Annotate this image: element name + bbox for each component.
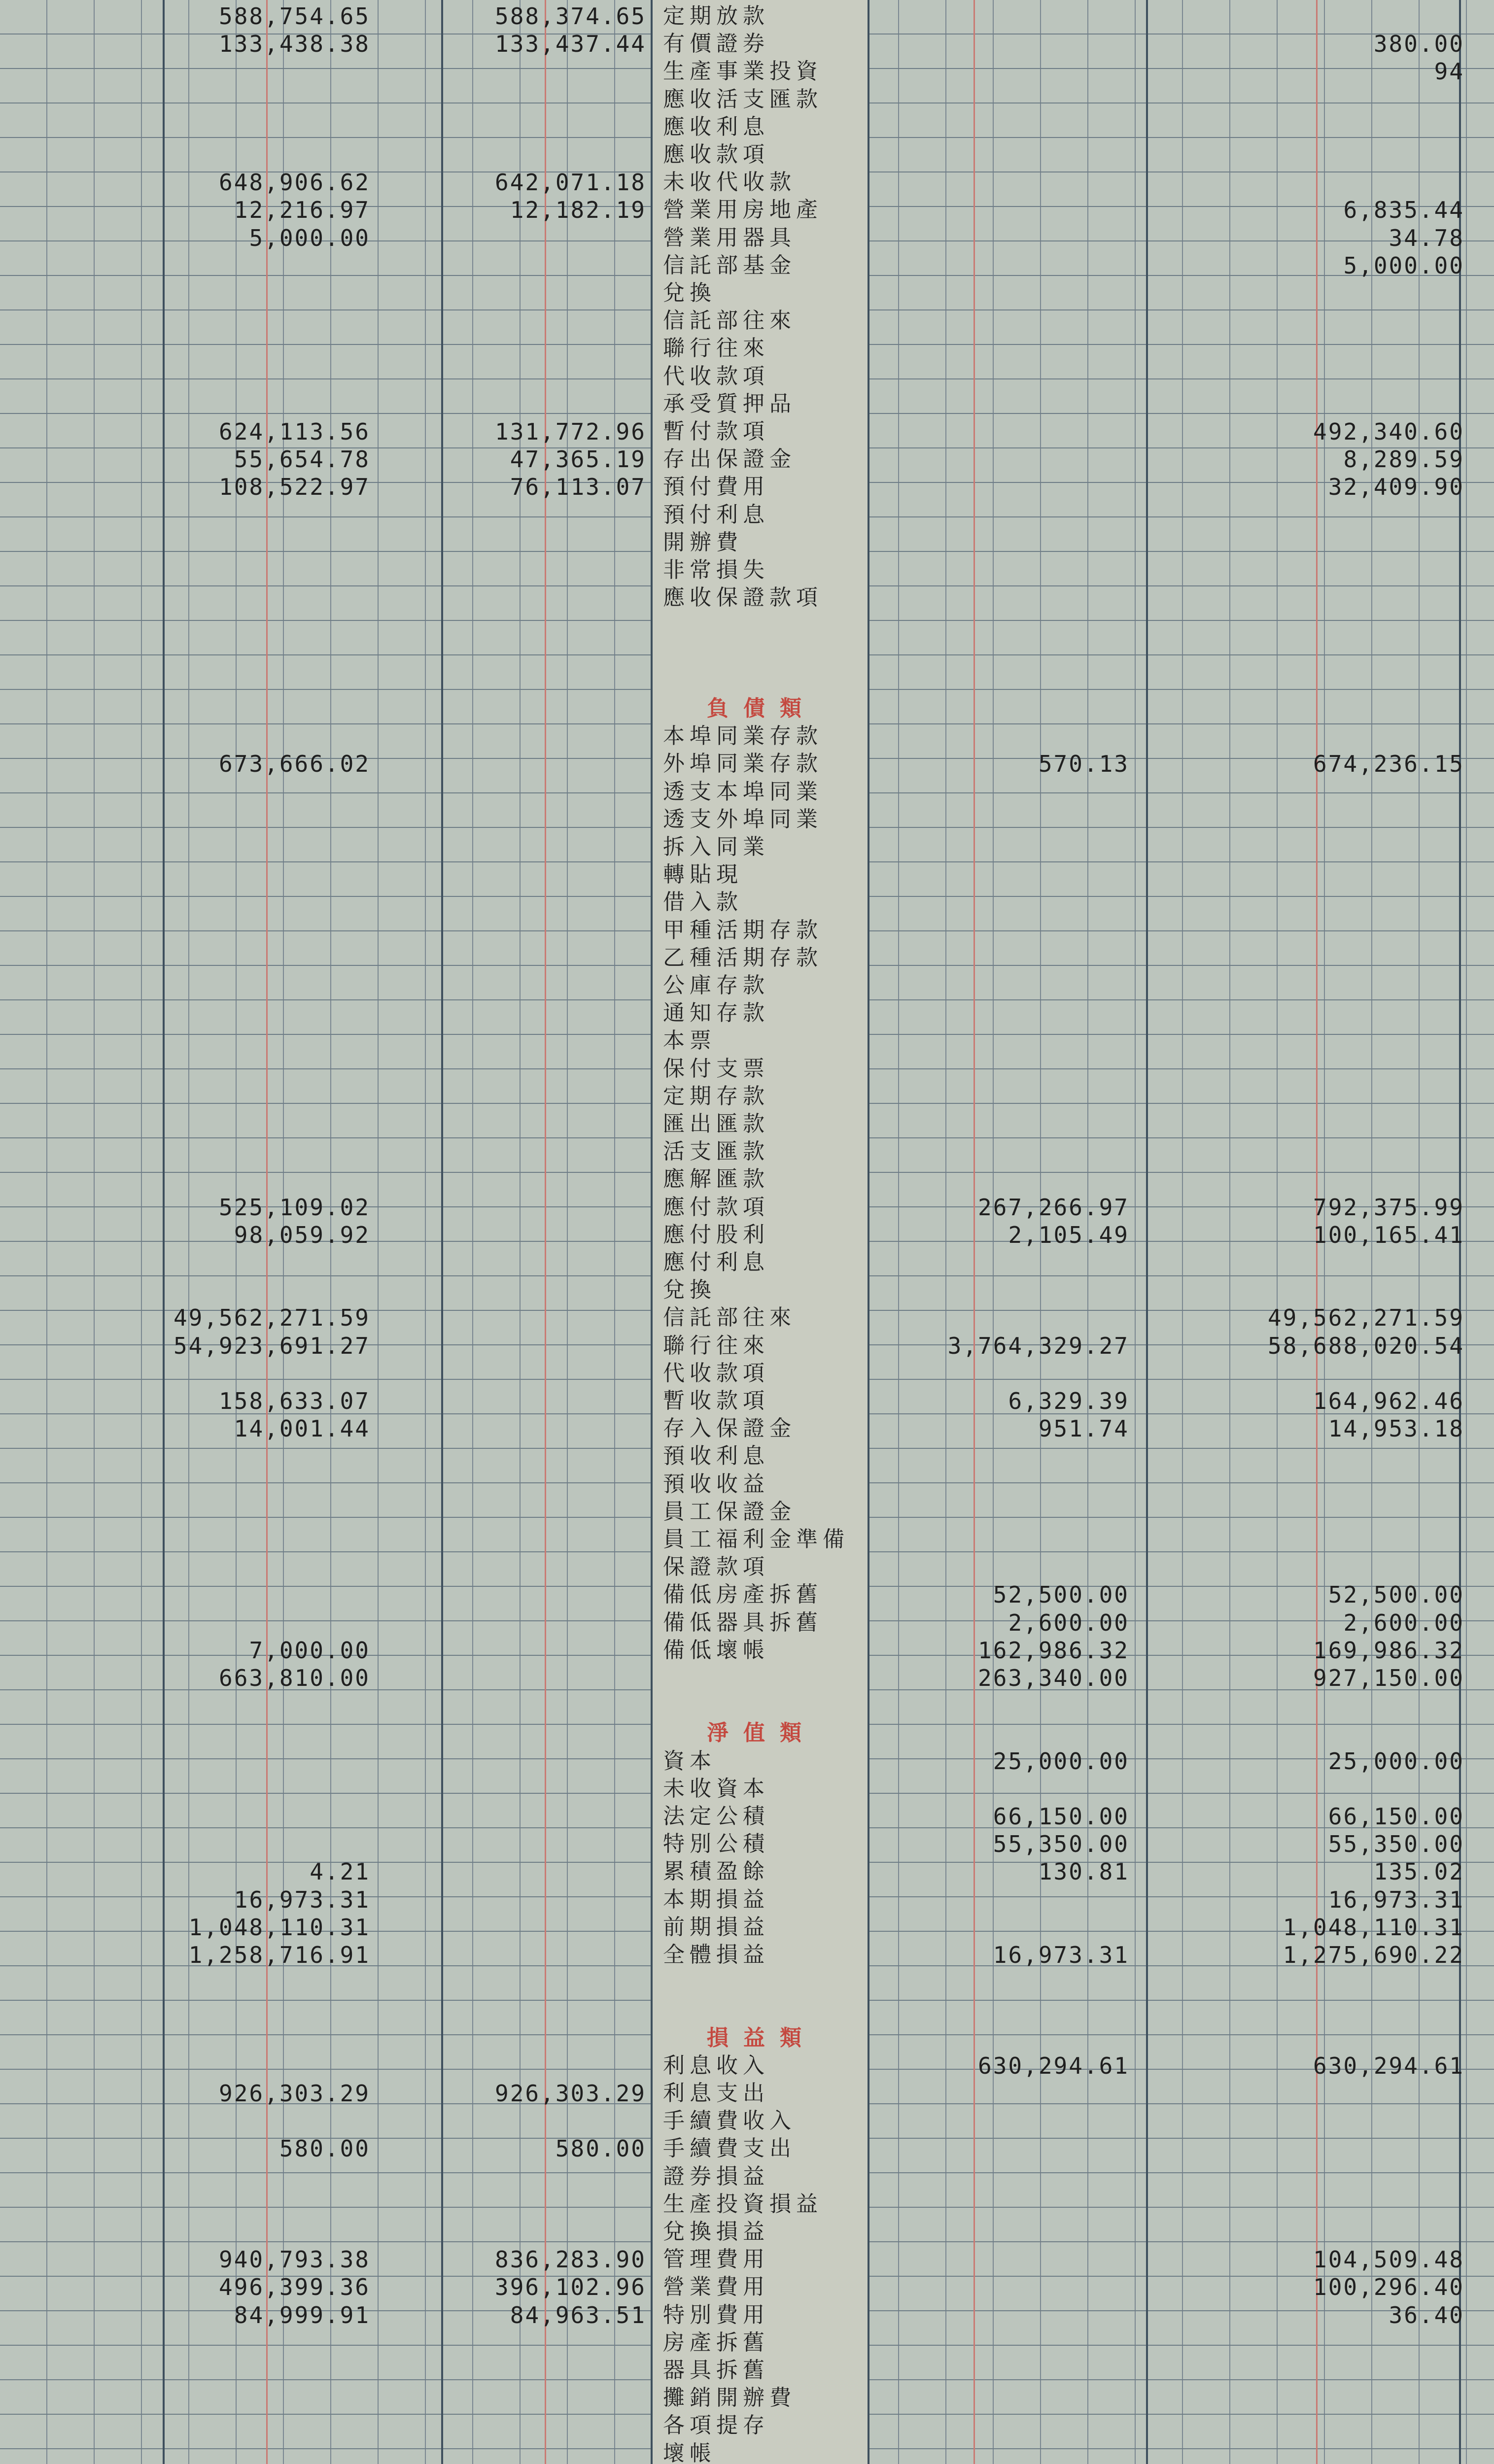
section-heading: 淨值類	[707, 1720, 816, 1746]
account-label: 利息收入	[663, 2053, 769, 2078]
account-label: 定期放款	[663, 3, 769, 29]
amount-cell: 642,071.18	[495, 169, 646, 196]
amount-cell: 55,350.00	[1328, 1831, 1464, 1858]
amount-cell: 66,150.00	[993, 1803, 1129, 1830]
amount-cell: 4.21	[310, 1858, 370, 1885]
amount-cell: 267,266.97	[978, 1194, 1129, 1221]
account-label: 信託部往來	[663, 1305, 796, 1331]
amount-cell: 169,986.32	[1313, 1637, 1464, 1664]
account-label: 有價證券	[663, 31, 769, 57]
account-label: 壞帳	[663, 2440, 716, 2464]
amount-cell: 130.81	[1038, 1858, 1129, 1885]
account-label: 兌換	[663, 1277, 716, 1303]
account-label: 信託部往來	[663, 308, 796, 334]
account-label: 暫付款項	[663, 419, 769, 444]
account-label: 轉貼現	[663, 862, 743, 888]
account-label: 特別公積	[663, 1831, 769, 1857]
account-label: 存入保證金	[663, 1416, 796, 1441]
amount-cell: 66,150.00	[1328, 1803, 1464, 1830]
account-label: 非常損失	[663, 557, 769, 582]
amount-cell: 16,973.31	[234, 1886, 370, 1913]
account-label: 活支匯款	[663, 1139, 769, 1164]
amount-cell: 663,810.00	[219, 1665, 370, 1691]
amount-cell: 951.74	[1038, 1415, 1129, 1442]
account-label: 營業費用	[663, 2274, 769, 2300]
account-label: 生產投資損益	[663, 2191, 823, 2217]
amount-cell: 94	[1434, 58, 1464, 85]
amount-cell: 162,986.32	[978, 1637, 1129, 1664]
amount-cell: 1,258,716.91	[188, 1942, 370, 1968]
account-label: 應收活支匯款	[663, 86, 823, 112]
account-label: 證券損益	[663, 2163, 769, 2189]
amount-cell: 588,374.65	[495, 3, 646, 30]
account-label: 代收款項	[663, 363, 769, 389]
amount-cell: 1,048,110.31	[1283, 1914, 1464, 1941]
account-label: 應付利息	[663, 1250, 769, 1275]
amount-cell: 158,633.07	[219, 1388, 370, 1414]
amount-cell: 630,294.61	[978, 2052, 1129, 2079]
amount-cell: 648,906.62	[219, 169, 370, 196]
amount-cell: 47,365.19	[510, 446, 646, 473]
account-label: 備低器具拆舊	[663, 1609, 823, 1635]
account-label: 借入款	[663, 890, 743, 915]
amount-cell: 926,303.29	[495, 2080, 646, 2107]
amount-cell: 133,438.38	[219, 31, 370, 58]
amount-cell: 55,350.00	[993, 1831, 1129, 1858]
account-label: 前期損益	[663, 1914, 769, 1940]
account-label: 累積盈餘	[663, 1859, 769, 1884]
account-label: 匯出匯款	[663, 1111, 769, 1136]
amount-cell: 54,923,691.27	[173, 1332, 370, 1359]
account-label: 應收保證款項	[663, 585, 823, 611]
amount-cell: 16,973.31	[993, 1942, 1129, 1968]
amount-cell: 1,275,690.22	[1283, 1942, 1464, 1968]
section-heading: 損益類	[707, 2025, 816, 2051]
account-label: 預付費用	[663, 474, 769, 500]
amount-cell: 8,289.59	[1343, 446, 1464, 473]
account-label: 手續費收入	[663, 2108, 796, 2134]
account-label: 透支外埠同業	[663, 806, 823, 832]
account-label: 聯行往來	[663, 1333, 769, 1358]
amount-cell: 496,399.36	[219, 2274, 370, 2301]
account-label: 房產拆舊	[663, 2329, 769, 2355]
amount-cell: 25,000.00	[993, 1747, 1129, 1775]
account-label: 預付利息	[663, 502, 769, 527]
amount-cell: 12,216.97	[234, 197, 370, 224]
account-label: 未收代收款	[663, 170, 796, 195]
account-label: 保付支票	[663, 1056, 769, 1081]
account-label: 營業用器具	[663, 225, 796, 250]
amount-cell: 55,654.78	[234, 446, 370, 473]
amount-cell: 25,000.00	[1328, 1747, 1464, 1775]
account-label: 存出保證金	[663, 446, 796, 472]
account-label: 攤銷開辦費	[663, 2385, 796, 2411]
amount-cell: 588,754.65	[219, 3, 370, 30]
account-label: 兌換損益	[663, 2219, 769, 2244]
account-label: 備低房產拆舊	[663, 1582, 823, 1608]
account-label: 全體損益	[663, 1942, 769, 1967]
amount-cell: 32,409.90	[1328, 474, 1464, 501]
amount-cell: 2,600.00	[1008, 1609, 1129, 1636]
amount-cell: 76,113.07	[510, 474, 646, 501]
account-label: 員工保證金	[663, 1499, 796, 1524]
amount-cell: 3,764,329.27	[947, 1332, 1129, 1359]
column-divider	[441, 0, 443, 2464]
account-label: 保證款項	[663, 1554, 769, 1580]
amount-cell: 100,165.41	[1313, 1221, 1464, 1248]
account-label: 承受質押品	[663, 391, 796, 416]
account-label: 兌換	[663, 280, 716, 306]
column-divider	[163, 0, 165, 2464]
amount-cell: 7,000.00	[249, 1637, 370, 1664]
amount-cell: 836,283.90	[495, 2246, 646, 2273]
account-label: 管理費用	[663, 2247, 769, 2272]
account-label: 本埠同業存款	[663, 723, 823, 749]
account-label: 器具拆舊	[663, 2358, 769, 2383]
amount-cell: 98,059.92	[234, 1221, 370, 1248]
amount-cell: 14,001.44	[234, 1415, 370, 1442]
account-label: 開辦費	[663, 529, 743, 555]
account-label: 拆入同業	[663, 834, 769, 859]
account-label: 生產事業投資	[663, 59, 823, 84]
amount-cell: 926,303.29	[219, 2080, 370, 2107]
account-label: 預收收益	[663, 1471, 769, 1497]
section-heading: 負債類	[707, 696, 816, 721]
column-divider	[651, 0, 653, 2464]
account-label: 特別費用	[663, 2302, 769, 2327]
amount-cell: 108,522.97	[219, 474, 370, 501]
amount-cell: 927,150.00	[1313, 1665, 1464, 1691]
amount-cell: 5,000.00	[249, 224, 370, 251]
amount-cell: 525,109.02	[219, 1194, 370, 1221]
amount-cell: 940,793.38	[219, 2246, 370, 2273]
amount-cell: 624,113.56	[219, 418, 370, 445]
red-rule	[973, 0, 975, 2464]
amount-cell: 16,973.31	[1328, 1886, 1464, 1913]
account-label: 公庫存款	[663, 973, 769, 998]
amount-cell: 580.00	[279, 2135, 370, 2162]
amount-cell: 2,105.49	[1008, 1221, 1129, 1248]
amount-cell: 52,500.00	[993, 1581, 1129, 1608]
amount-cell: 100,296.40	[1313, 2274, 1464, 2301]
amount-cell: 36.40	[1389, 2301, 1464, 2328]
amount-cell: 580.00	[555, 2135, 646, 2162]
amount-cell: 84,999.91	[234, 2301, 370, 2328]
amount-cell: 49,562,271.59	[1267, 1304, 1464, 1332]
amount-cell: 492,340.60	[1313, 418, 1464, 445]
column-divider	[868, 0, 869, 2464]
account-label: 信託部基金	[663, 252, 796, 278]
account-label: 聯行往來	[663, 336, 769, 361]
amount-cell: 674,236.15	[1313, 751, 1464, 778]
amount-cell: 52,500.00	[1328, 1581, 1464, 1608]
column-divider	[1146, 0, 1148, 2464]
amount-cell: 6,329.39	[1008, 1388, 1129, 1414]
account-label: 應付股利	[663, 1222, 769, 1247]
amount-cell: 34.78	[1389, 224, 1464, 251]
amount-cell: 396,102.96	[495, 2274, 646, 2301]
amount-cell: 49,562,271.59	[173, 1304, 370, 1332]
amount-cell: 2,600.00	[1343, 1609, 1464, 1636]
account-label: 預收利息	[663, 1443, 769, 1469]
account-label: 利息支出	[663, 2081, 769, 2106]
account-label: 外埠同業存款	[663, 751, 823, 777]
amount-cell: 570.13	[1038, 751, 1129, 778]
account-label: 透支本埠同業	[663, 779, 823, 804]
account-label: 通知存款	[663, 1000, 769, 1026]
account-label: 代收款項	[663, 1360, 769, 1386]
account-label: 應收款項	[663, 142, 769, 167]
amount-cell: 12,182.19	[510, 197, 646, 224]
account-label: 應收利息	[663, 114, 769, 139]
amount-cell: 133,437.44	[495, 31, 646, 58]
amount-cell: 630,294.61	[1313, 2052, 1464, 2079]
amount-cell: 792,375.99	[1313, 1194, 1464, 1221]
amount-cell: 5,000.00	[1343, 252, 1464, 279]
account-label: 暫收款項	[663, 1388, 769, 1413]
account-label: 法定公積	[663, 1804, 769, 1829]
amount-cell: 164,962.46	[1313, 1388, 1464, 1414]
amount-cell: 14,953.18	[1328, 1415, 1464, 1442]
account-label: 本期損益	[663, 1886, 769, 1912]
amount-cell: 58,688,020.54	[1267, 1332, 1464, 1359]
amount-cell: 135.02	[1373, 1858, 1464, 1885]
amount-cell: 673,666.02	[219, 751, 370, 778]
amount-cell: 104,509.48	[1313, 2246, 1464, 2273]
account-label: 定期存款	[663, 1083, 769, 1109]
amount-cell: 131,772.96	[495, 418, 646, 445]
account-label: 應解匯款	[663, 1166, 769, 1192]
account-label: 本票	[663, 1028, 716, 1054]
account-label: 甲種活期存款	[663, 917, 823, 943]
account-label: 員工福利金準備	[663, 1527, 849, 1552]
account-label: 各項提存	[663, 2413, 769, 2438]
amount-cell: 380.00	[1373, 31, 1464, 58]
amount-cell: 1,048,110.31	[188, 1914, 370, 1941]
amount-cell: 84,963.51	[510, 2301, 646, 2328]
amount-cell: 6,835.44	[1343, 197, 1464, 224]
account-label: 備低壞帳	[663, 1637, 769, 1663]
account-label: 手續費支出	[663, 2136, 796, 2161]
account-label: 營業用房地產	[663, 197, 823, 223]
amount-cell: 263,340.00	[978, 1665, 1129, 1691]
account-label: 資本	[663, 1748, 716, 1774]
account-label: 乙種活期存款	[663, 945, 823, 970]
account-label: 未收資本	[663, 1776, 769, 1801]
account-label: 應付款項	[663, 1194, 769, 1220]
